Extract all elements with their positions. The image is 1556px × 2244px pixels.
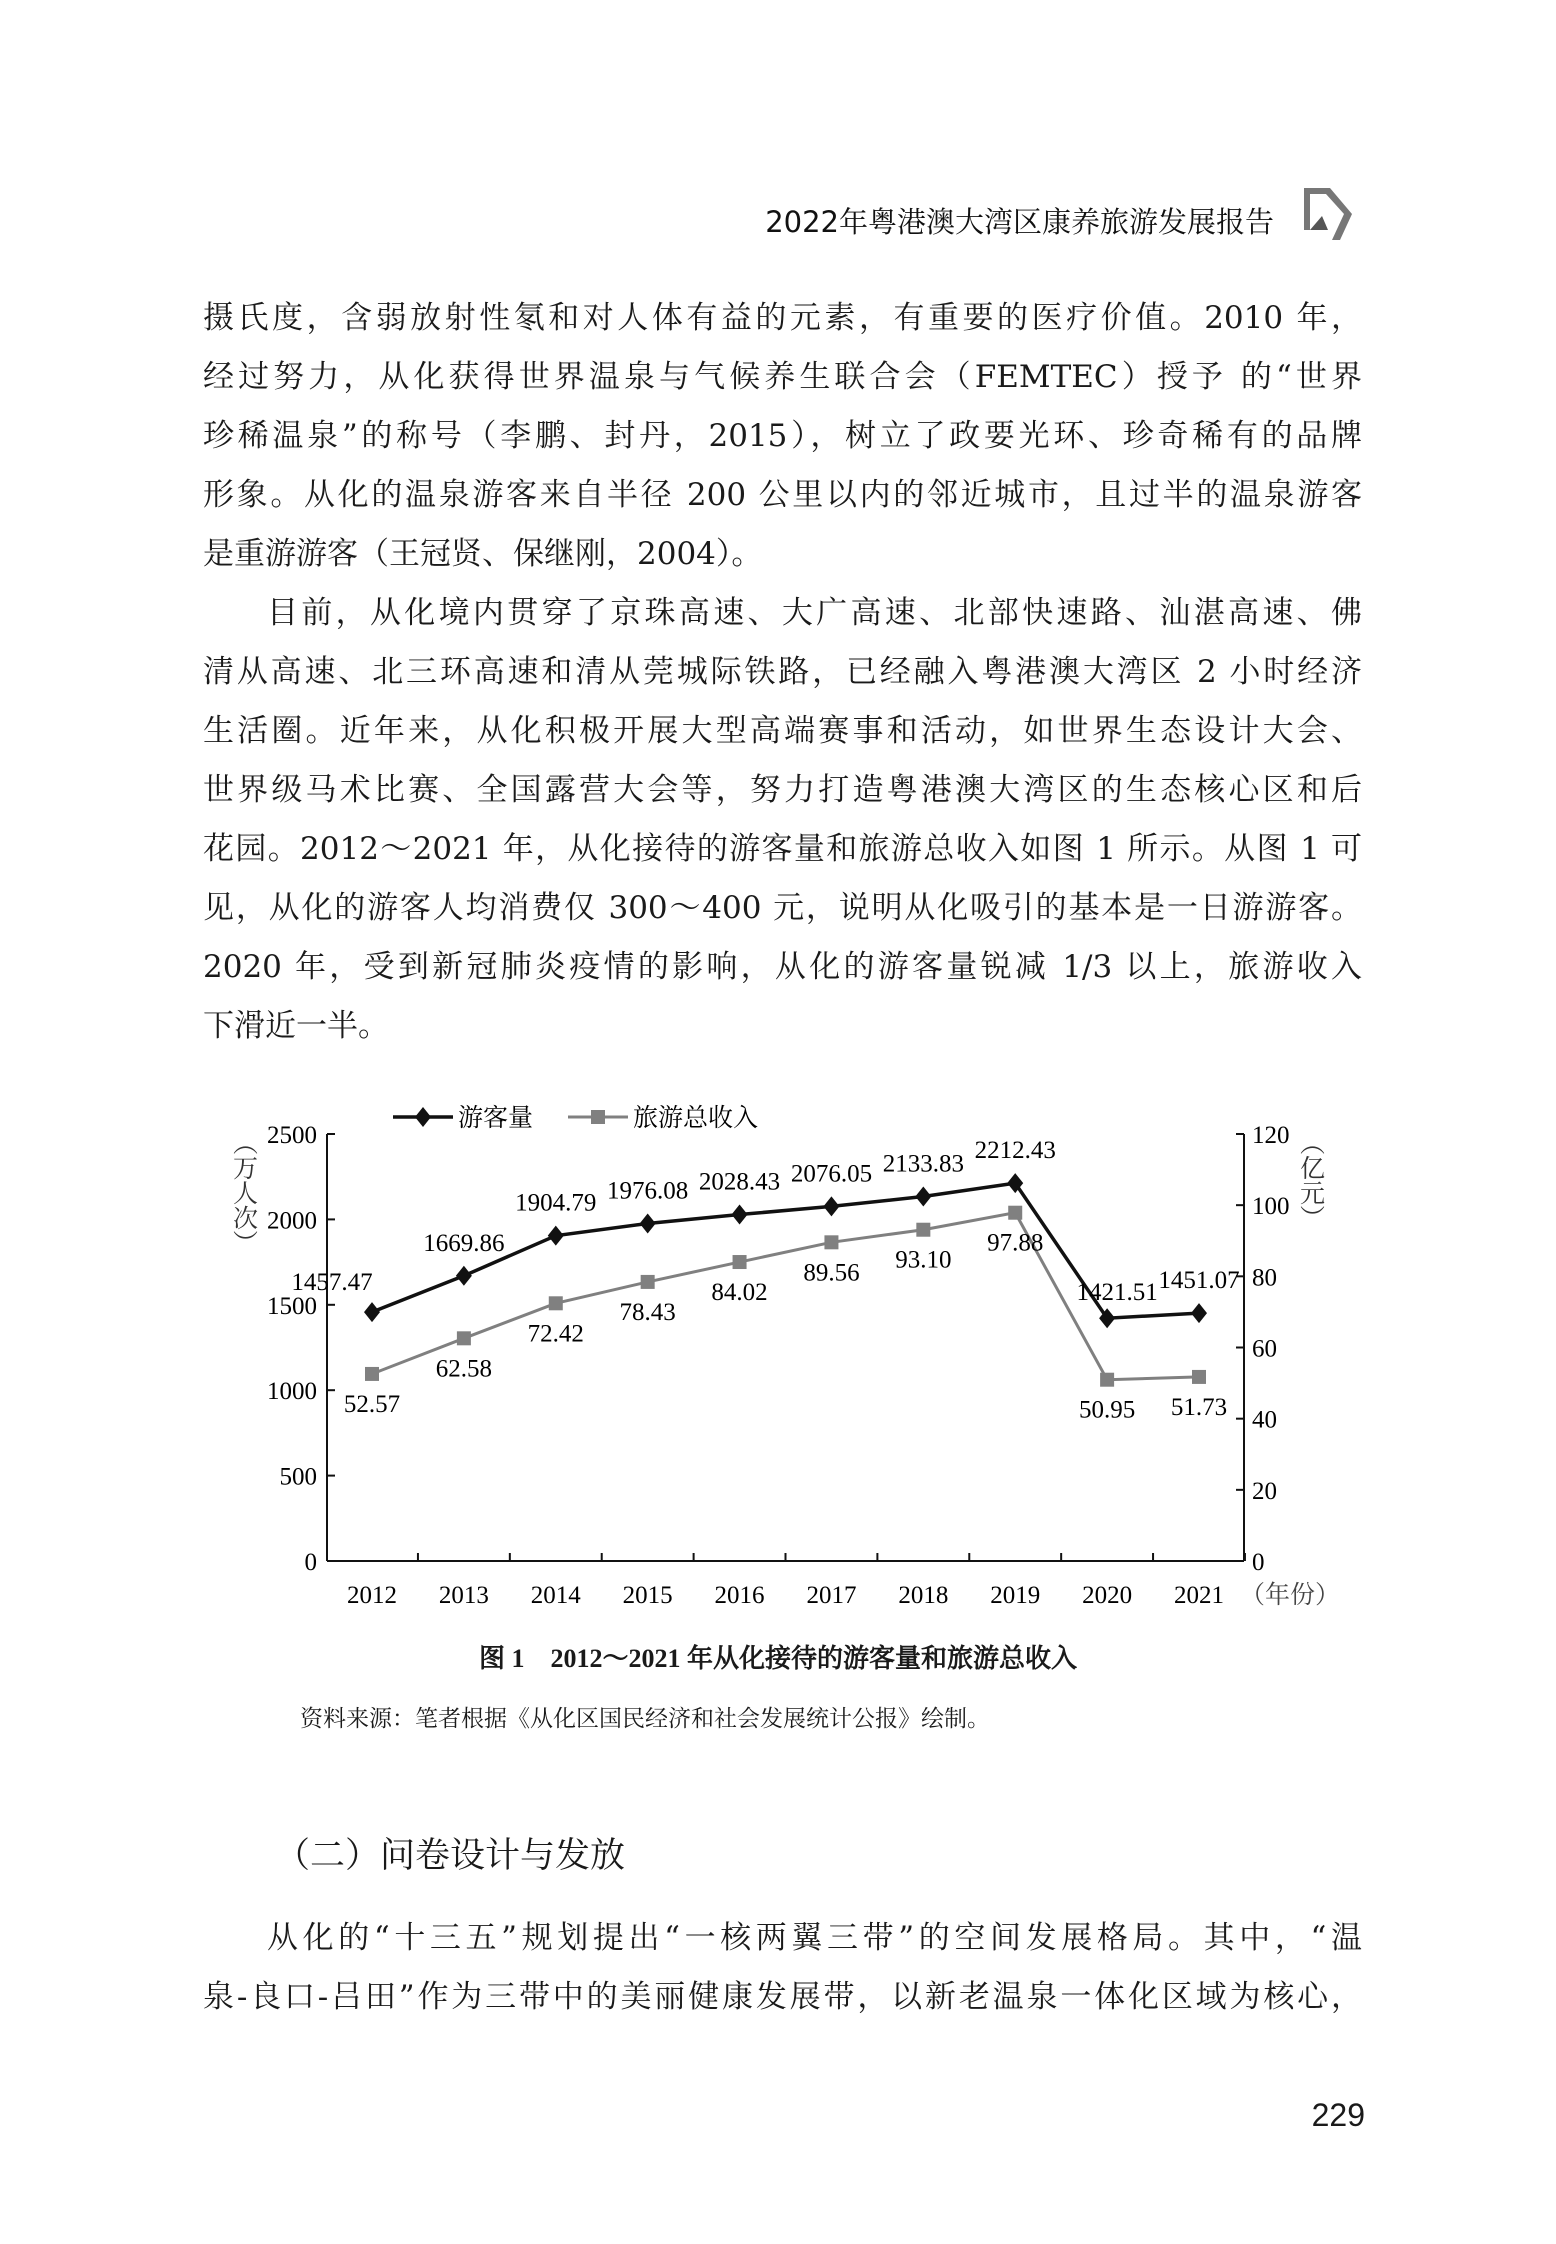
visitors-point	[823, 1196, 839, 1216]
visitors-data-label: 2076.05	[790, 1160, 873, 1188]
visitors-data-label: 1976.08	[607, 1177, 689, 1205]
income-data-label: 72.42	[527, 1320, 584, 1348]
text-line: 从化的“十三五”规划提出“一核两翼三带”的空间发展格局。其中，“温	[267, 1920, 1362, 1956]
visitors-data-label: 2028.43	[698, 1168, 781, 1196]
income-point	[457, 1331, 471, 1345]
figure-source: 资料来源：笔者根据《从化区国民经济和社会发展统计公报》绘制。	[300, 1706, 990, 1732]
income-data-label: 52.57	[343, 1390, 401, 1418]
visitors-point	[640, 1213, 656, 1233]
running-header: 2022年粤港澳大湾区康养旅游发展报告	[765, 205, 1274, 239]
income-point	[916, 1223, 930, 1237]
x-tick-label: 2016	[714, 1582, 765, 1609]
visitors-point	[456, 1266, 472, 1286]
left-tick-label: 2500	[267, 1122, 317, 1149]
x-tick-label: 2017	[806, 1582, 857, 1609]
visitors-point	[364, 1302, 380, 1322]
x-tick-label: 2013	[438, 1582, 489, 1609]
visitors-data-label: 2212.43	[974, 1137, 1056, 1165]
income-point	[365, 1367, 379, 1381]
x-tick-label: 2014	[530, 1582, 581, 1609]
income-point	[549, 1296, 563, 1310]
income-data-label: 93.10	[895, 1246, 952, 1274]
text-line: 目前，从化境内贯穿了京珠高速、大广高速、北部快速路、汕湛高速、佛	[267, 595, 1362, 631]
right-tick-label: 100	[1252, 1193, 1290, 1221]
income-data-label: 78.43	[619, 1298, 676, 1326]
visitors-data-label: 1457.47	[291, 1269, 373, 1297]
x-tick-label: 2015	[622, 1582, 673, 1609]
text-line: 摄氏度，含弱放射性氡和对人体有益的元素，有重要的医疗价值。2010 年，	[203, 300, 1362, 336]
right-tick-label: 40	[1252, 1406, 1277, 1434]
left-axis-label: （万人次）	[229, 1130, 257, 1255]
income-data-label: 84.02	[711, 1279, 768, 1307]
income-point	[1100, 1373, 1114, 1387]
legend-income-label: 旅游总收入	[633, 1105, 759, 1132]
page-number: 229	[1311, 2097, 1365, 2133]
right-tick-label: 80	[1252, 1264, 1277, 1292]
legend-visitors-marker	[415, 1107, 431, 1127]
visitors-data-label: 1451.07	[1158, 1267, 1240, 1295]
left-tick-label: 1500	[267, 1292, 317, 1320]
text-line: 花园。2012～2021 年，从化接待的游客量和旅游总收入如图 1 所示。从图 1 可	[203, 831, 1362, 867]
income-point	[641, 1275, 655, 1289]
x-tick-label: 2012	[347, 1582, 397, 1609]
income-data-label: 51.73	[1170, 1393, 1228, 1421]
income-point	[1192, 1370, 1206, 1384]
text-line: 生活圈。近年来，从化积极开展大型高端赛事和活动，如世界生态设计大会、	[203, 713, 1362, 749]
income-data-label: 50.95	[1078, 1396, 1136, 1424]
x-axis-label: （年份）	[1239, 1582, 1341, 1609]
text-line: 见，从化的游客人均消费仅 300～400 元，说明从化吸引的基本是一日游游客。	[203, 890, 1362, 926]
x-tick-label: 2019	[990, 1582, 1041, 1609]
visitors-point	[915, 1187, 931, 1207]
text-line: 泉-良口-吕田”作为三带中的美丽健康发展带，以新老温泉一体化区域为核心，	[203, 1979, 1362, 2015]
text-line: 世界级马术比赛、全国露营大会等，努力打造粤港澳大湾区的生态核心区和后	[203, 772, 1362, 808]
x-tick-label: 2018	[898, 1582, 949, 1609]
text-line: 形象。从化的温泉游客来自半径 200 公里以内的邻近城市，且过半的温泉游客	[203, 477, 1362, 513]
legend-visitors-label: 游客量	[458, 1105, 534, 1132]
right-tick-label: 60	[1252, 1335, 1277, 1363]
visitors-point	[548, 1226, 564, 1246]
text-line: 下滑近一半。	[203, 1008, 389, 1044]
right-tick-label: 120	[1252, 1122, 1290, 1149]
text-line: 经过努力，从化获得世界温泉与气候养生联合会（FEMTEC）授予 的“世界	[203, 359, 1362, 395]
left-tick-label: 500	[279, 1463, 317, 1491]
visitors-data-label: 1669.86	[423, 1229, 505, 1257]
income-data-label: 89.56	[803, 1259, 860, 1287]
text-line: 珍稀温泉”的称号（李鹏、封丹，2015），树立了政要光环、珍奇稀有的品牌	[203, 418, 1362, 454]
right-tick-label: 20	[1252, 1477, 1277, 1505]
income-point	[1008, 1206, 1022, 1220]
income-data-label: 97.88	[987, 1229, 1044, 1257]
section-heading: （二）问卷设计与发放	[275, 1836, 626, 1876]
legend-income-marker	[591, 1110, 605, 1124]
visitors-data-label: 2133.83	[882, 1150, 964, 1178]
right-tick-label: 0	[1252, 1549, 1265, 1576]
left-tick-label: 1000	[267, 1378, 317, 1406]
right-axis-label: （亿元）	[1296, 1130, 1324, 1230]
left-tick-label: 0	[304, 1549, 317, 1576]
text-line: 清从高速、北三环高速和清从莞城际铁路，已经融入粤港澳大湾区 2 小时经济	[203, 654, 1362, 690]
income-point	[824, 1235, 838, 1249]
x-tick-label: 2021	[1174, 1582, 1224, 1609]
left-tick-label: 2000	[267, 1207, 317, 1235]
visitors-data-label: 1421.51	[1076, 1279, 1158, 1307]
income-data-label: 62.58	[435, 1355, 493, 1383]
visitors-point	[1191, 1303, 1207, 1323]
visitors-point	[732, 1205, 748, 1225]
visitors-data-label: 1904.79	[515, 1189, 597, 1217]
x-tick-label: 2020	[1082, 1582, 1133, 1609]
text-line: 是重游游客（王冠贤、保继刚，2004）。	[203, 536, 763, 572]
text-line: 2020 年，受到新冠肺炎疫情的影响，从化的游客量锐减 1/3 以上，旅游收入	[203, 949, 1362, 985]
income-point	[733, 1255, 747, 1269]
figure-caption: 图 1 2012～2021 年从化接待的游客量和旅游总收入	[478, 1644, 1077, 1673]
